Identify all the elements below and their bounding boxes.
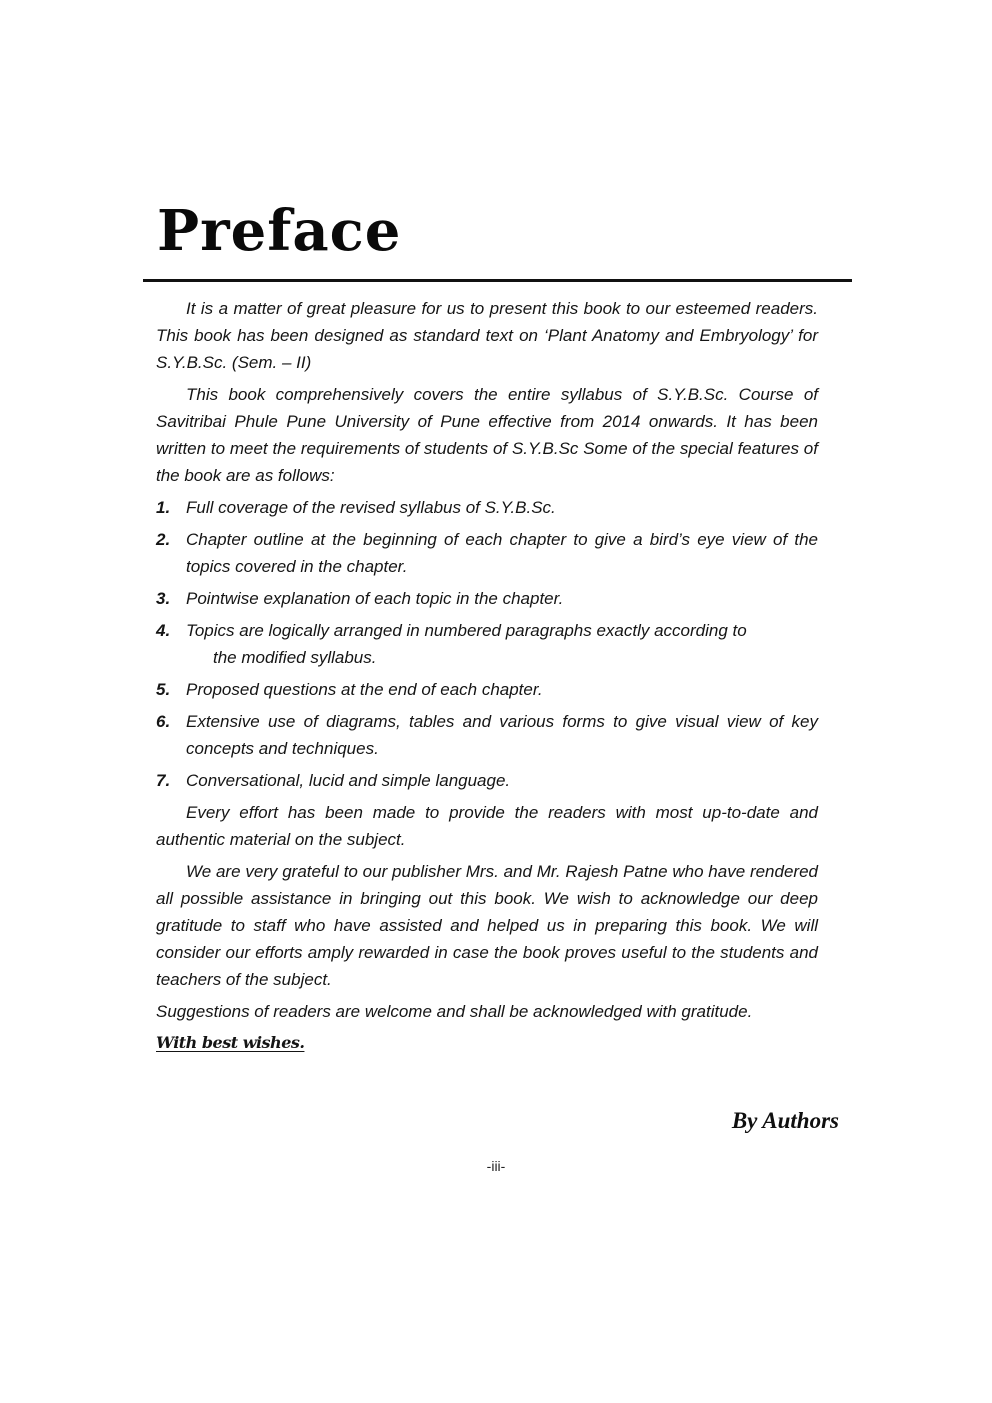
feature-number: 7. [156,771,171,790]
feature-item-5 [156,676,818,703]
feature-text-line-1: Topics are logically arranged in numbered paragraphs exactly according to [186,621,747,640]
feature-text: Pointwise explanation of each topic in the chapter. [186,589,564,608]
feature-item-2 [156,526,818,580]
feature-number: 5. [156,680,171,699]
signature: By Authors [731,1108,839,1133]
feature-item-3 [156,585,818,612]
feature-text: Full coverage of the revised syllabus of S.Y.B.Sc. [186,498,556,517]
feature-text: Conversational, lucid and simple language. [186,771,511,790]
feature-number: 1. [156,498,171,517]
features-list [156,494,818,794]
feature-text: Extensive use of diagrams, tables and various forms to give visual view of key concepts and techniques. [186,712,818,758]
preface-body [156,295,818,1056]
closing-paragraph-1: Every effort has been made to provide the readers with most up-to-date and authentic material on the subject. [156,803,818,849]
feature-item-1 [156,494,818,521]
feature-text-line-2: the modified syllabus. [213,648,377,667]
feature-number: 2. [156,530,171,549]
suggestions-line: Suggestions of readers are welcome and shall be acknowledged with gratitude. [156,1002,753,1021]
page-number: -iii- [486,1158,506,1174]
intro-paragraph-1: It is a matter of great pleasure for us to present this book to our esteemed readers. This book has been designed as standard text on ‘Plant Anatomy and Embryology’ for S.Y.B.Sc. (Sem. – II) [156,299,818,372]
feature-item-4 [156,617,818,671]
feature-text: Chapter outline at the beginning of each chapter to give a bird’s eye view of the topics covered in the chapter. [186,530,818,576]
feature-text: Proposed questions at the end of each chapter. [186,680,543,699]
intro-paragraph-2: This book comprehensively covers the entire syllabus of S.Y.B.Sc. Course of Savitribai Phule Pune University of Pune effective from 2014 onwards. It has been written to meet the requirements of students of S.Y.B.Sc Some of the special features of the book are as follows: [156,385,818,485]
title-divider [143,279,852,282]
feature-number: 3. [156,589,171,608]
closing-wishes: With best wishes. [156,1033,305,1052]
feature-number: 6. [156,712,171,731]
feature-item-6 [156,708,818,762]
closing-paragraph-2: We are very grateful to our publisher Mrs. and Mr. Rajesh Patne who have rendered all possible assistance in bringing out this book. We wish to acknowledge our deep gratitude to staff who have assisted and helped us in preparing this book. We will consider our efforts amply rewarded in case the book proves useful to the students and teachers of the subject. [156,862,818,989]
feature-number: 4. [156,621,171,640]
page-title: Preface [157,198,402,264]
feature-item-7 [156,767,818,794]
